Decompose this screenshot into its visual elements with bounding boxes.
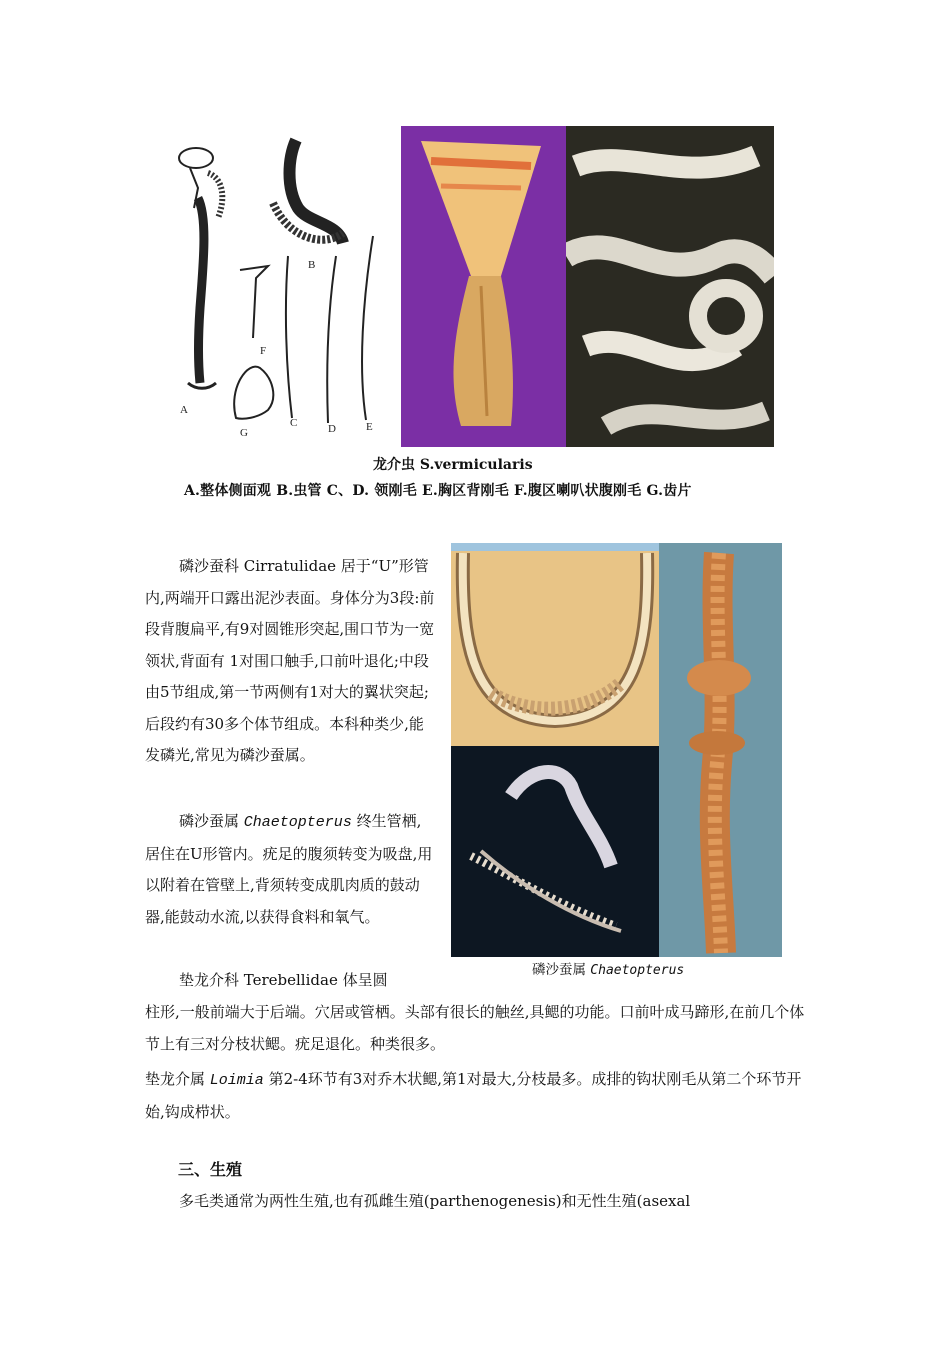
paragraph-text: 多毛类通常为两性生殖,也有孤雌生殖(parthenogenesis)和无性生殖(asexal <box>179 1192 691 1210</box>
label-C: C <box>290 417 298 429</box>
paragraph-cirratulidae <box>145 551 435 772</box>
drawing-serpula-anatomy <box>168 128 396 448</box>
paragraph-loimia <box>145 1064 815 1128</box>
genus-prefix: 磷沙蚕属 <box>179 812 240 830</box>
photo-chaetopterus-u-tube <box>451 543 659 746</box>
section-heading: 三、生殖 <box>178 1160 243 1179</box>
figure-caption-title: 龙介虫 S.vermicularis <box>373 457 533 473</box>
paragraph-text: 终生管栖,居住在U形管内。疣足的腹须转变为吸盘,用以附着在管壁上,背须转变成肌肉质的鼓动器,能鼓动水流,以获得食料和氧气。 <box>145 812 433 926</box>
genus-name: Loimia <box>209 1072 264 1089</box>
label-E: E <box>366 421 373 433</box>
caption-prefix: 磷沙蚕属 <box>532 962 586 978</box>
paragraph-chaetopterus <box>145 806 435 933</box>
label-F: F <box>260 345 267 357</box>
label-D: D <box>328 423 336 435</box>
figure-caption-chaetopterus <box>532 961 684 980</box>
genus-name: Chaetopterus <box>243 814 352 831</box>
photo-chaetopterus-specimen <box>451 746 659 957</box>
paragraph-text: 第2-4环节有3对乔木状鳃,第1对最大,分枝最多。成排的钩状刚毛从第二个环节开始,钩成栉状。 <box>145 1070 802 1121</box>
caption-genus: Chaetopterus <box>590 963 685 978</box>
photo-serpula-head <box>401 126 566 447</box>
photo-chaetopterus-orange <box>659 543 782 957</box>
paragraph-terebellidae-rest: 柱形,一般前端大于后端。穴居或管栖。头部有很长的触丝,具鳃的功能。口前叶成马蹄形,在前几个体节上有三对分枝状鳃。疣足退化。种类很多。 <box>145 1003 805 1053</box>
figure-caption-legend: A.整体侧面观 B.虫管 C、D. 领刚毛 E.胸区背刚毛 F.腹区喇叭状腹刚毛 G.齿片 <box>184 483 692 499</box>
paragraph-reproduction <box>145 1186 825 1218</box>
label-B: B <box>308 259 316 271</box>
paragraph-text: 垫龙介科 Terebellidae 体呈圆 <box>179 971 388 989</box>
paragraph-text: 磷沙蚕科 Cirratulidae 居于“U”形管内,两端开口露出泥沙表面。身体分为3段:前段背腹扁平,有9对圆锥形突起,围口节为一宽领状,背面有 1对围口触手,口前叶退化;中段由5节组成,第一节两侧有1对大的翼状突起;后段约有30多个体节组成。本科种类少,能发磷光,常见为磷沙蚕属。 <box>145 557 435 764</box>
genus-prefix: 垫龙介属 <box>145 1070 206 1088</box>
paragraph-terebellidae-line1 <box>145 965 435 997</box>
photo-serpula-tubes <box>566 126 774 447</box>
label-A: A <box>180 404 188 416</box>
label-G: G <box>240 427 248 439</box>
